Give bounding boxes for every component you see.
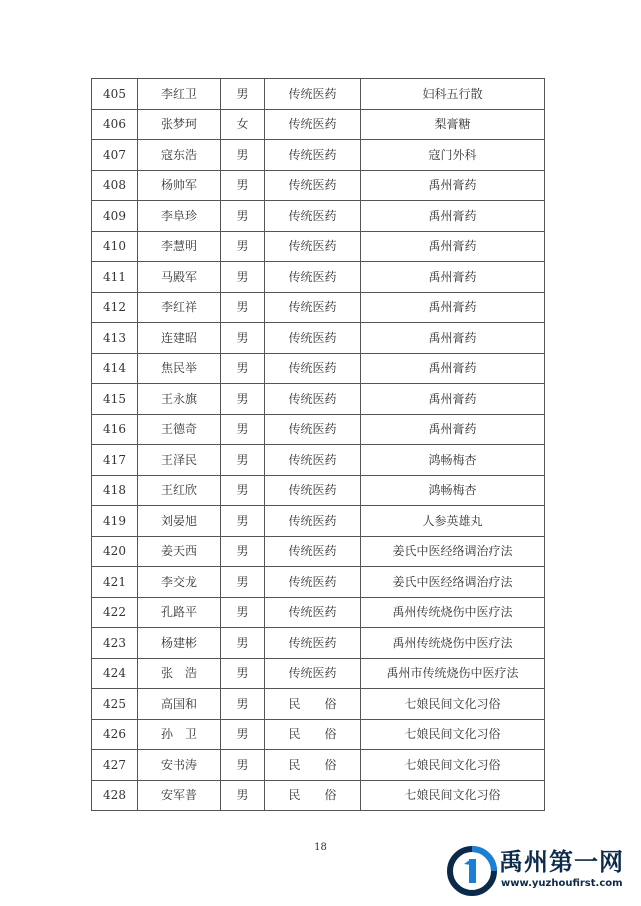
cell-gender: 男 <box>221 506 265 537</box>
cell-number: 412 <box>92 292 138 323</box>
cell-number: 408 <box>92 170 138 201</box>
table-body <box>92 79 545 811</box>
cell-category: 传统医药 <box>265 170 361 201</box>
table-row <box>92 353 545 384</box>
table-row <box>92 719 545 750</box>
cell-name: 连建昭 <box>138 323 221 354</box>
table-row <box>92 170 545 201</box>
table-row <box>92 140 545 171</box>
cell-name: 孔路平 <box>138 597 221 628</box>
cell-gender: 男 <box>221 201 265 232</box>
cell-name: 张 浩 <box>138 658 221 689</box>
cell-name: 高国和 <box>138 689 221 720</box>
cell-project: 七娘民间文化习俗 <box>361 750 545 781</box>
cell-category: 传统医药 <box>265 628 361 659</box>
cell-number: 405 <box>92 79 138 110</box>
cell-project: 鸿畅梅杏 <box>361 445 545 476</box>
cell-category: 传统医药 <box>265 292 361 323</box>
cell-project: 禹州膏药 <box>361 353 545 384</box>
cell-number: 425 <box>92 689 138 720</box>
cell-project: 寇门外科 <box>361 140 545 171</box>
cell-category: 传统医药 <box>265 262 361 293</box>
cell-category: 民 俗 <box>265 780 361 811</box>
cell-gender: 男 <box>221 231 265 262</box>
cell-name: 李红祥 <box>138 292 221 323</box>
cell-gender: 男 <box>221 689 265 720</box>
cell-number: 421 <box>92 567 138 598</box>
logo-url: www.yuzhoufirst.com <box>501 878 623 889</box>
cell-category: 传统医药 <box>265 414 361 445</box>
cell-gender: 男 <box>221 628 265 659</box>
table-row <box>92 780 545 811</box>
cell-project: 梨膏糖 <box>361 109 545 140</box>
table-row <box>92 292 545 323</box>
cell-number: 416 <box>92 414 138 445</box>
table-row <box>92 79 545 110</box>
cell-number: 419 <box>92 506 138 537</box>
cell-number: 415 <box>92 384 138 415</box>
table-row <box>92 536 545 567</box>
cell-name: 李阜珍 <box>138 201 221 232</box>
cell-gender: 男 <box>221 384 265 415</box>
cell-category: 传统医药 <box>265 353 361 384</box>
cell-gender: 男 <box>221 323 265 354</box>
cell-name: 杨帅军 <box>138 170 221 201</box>
table-row <box>92 384 545 415</box>
table-row <box>92 414 545 445</box>
cell-project: 禹州膏药 <box>361 231 545 262</box>
cell-project: 七娘民间文化习俗 <box>361 780 545 811</box>
cell-name: 刘晏旭 <box>138 506 221 537</box>
cell-number: 414 <box>92 353 138 384</box>
cell-name: 焦民举 <box>138 353 221 384</box>
table-row <box>92 689 545 720</box>
cell-project: 禹州膏药 <box>361 170 545 201</box>
page-number: 18 <box>314 842 327 853</box>
cell-category: 传统医药 <box>265 323 361 354</box>
cell-name: 张梦珂 <box>138 109 221 140</box>
table-row <box>92 323 545 354</box>
cell-gender: 男 <box>221 750 265 781</box>
logo-mark-icon <box>447 846 497 896</box>
cell-number: 407 <box>92 140 138 171</box>
cell-gender: 男 <box>221 262 265 293</box>
cell-gender: 男 <box>221 414 265 445</box>
cell-number: 422 <box>92 597 138 628</box>
cell-project: 鸿畅梅杏 <box>361 475 545 506</box>
cell-name: 李红卫 <box>138 79 221 110</box>
cell-gender: 男 <box>221 445 265 476</box>
cell-category: 传统医药 <box>265 445 361 476</box>
cell-project: 禹州膏药 <box>361 292 545 323</box>
cell-gender: 男 <box>221 719 265 750</box>
cell-project: 妇科五行散 <box>361 79 545 110</box>
table-row <box>92 658 545 689</box>
table-row <box>92 628 545 659</box>
cell-project: 禹州膏药 <box>361 384 545 415</box>
table-row <box>92 231 545 262</box>
cell-category: 传统医药 <box>265 201 361 232</box>
cell-gender: 男 <box>221 79 265 110</box>
cell-gender: 男 <box>221 658 265 689</box>
cell-name: 寇东浩 <box>138 140 221 171</box>
cell-number: 417 <box>92 445 138 476</box>
cell-category: 传统医药 <box>265 79 361 110</box>
table-row <box>92 262 545 293</box>
cell-project: 禹州膏药 <box>361 323 545 354</box>
cell-gender: 男 <box>221 536 265 567</box>
cell-gender: 男 <box>221 567 265 598</box>
cell-number: 411 <box>92 262 138 293</box>
cell-number: 406 <box>92 109 138 140</box>
table-row <box>92 597 545 628</box>
cell-gender: 男 <box>221 170 265 201</box>
cell-category: 传统医药 <box>265 384 361 415</box>
cell-category: 传统医药 <box>265 109 361 140</box>
table-row <box>92 109 545 140</box>
heritage-inheritor-table <box>91 78 545 811</box>
cell-category: 传统医药 <box>265 597 361 628</box>
cell-name: 马殿军 <box>138 262 221 293</box>
cell-category: 民 俗 <box>265 689 361 720</box>
cell-category: 传统医药 <box>265 475 361 506</box>
cell-project: 七娘民间文化习俗 <box>361 689 545 720</box>
cell-number: 413 <box>92 323 138 354</box>
table-row <box>92 475 545 506</box>
cell-project: 禹州膏药 <box>361 201 545 232</box>
table-row <box>92 201 545 232</box>
cell-name: 王红欣 <box>138 475 221 506</box>
cell-name: 杨建彬 <box>138 628 221 659</box>
cell-gender: 男 <box>221 292 265 323</box>
cell-category: 传统医药 <box>265 231 361 262</box>
cell-category: 传统医药 <box>265 506 361 537</box>
cell-category: 传统医药 <box>265 140 361 171</box>
cell-name: 安军普 <box>138 780 221 811</box>
cell-gender: 男 <box>221 597 265 628</box>
cell-name: 安书涛 <box>138 750 221 781</box>
cell-number: 409 <box>92 201 138 232</box>
logo-title: 禹州第一网 <box>499 848 624 876</box>
cell-name: 李交龙 <box>138 567 221 598</box>
cell-number: 423 <box>92 628 138 659</box>
table-row <box>92 445 545 476</box>
cell-gender: 男 <box>221 475 265 506</box>
cell-category: 传统医药 <box>265 567 361 598</box>
cell-number: 428 <box>92 780 138 811</box>
cell-category: 传统医药 <box>265 658 361 689</box>
cell-name: 孙 卫 <box>138 719 221 750</box>
cell-project: 禹州传统烧伤中医疗法 <box>361 628 545 659</box>
cell-category: 民 俗 <box>265 750 361 781</box>
cell-project: 姜氏中医经络调治疗法 <box>361 536 545 567</box>
table-row <box>92 567 545 598</box>
cell-name: 王泽民 <box>138 445 221 476</box>
cell-project: 姜氏中医经络调治疗法 <box>361 567 545 598</box>
table-row <box>92 750 545 781</box>
cell-number: 410 <box>92 231 138 262</box>
cell-name: 李慧明 <box>138 231 221 262</box>
cell-gender: 男 <box>221 140 265 171</box>
cell-category: 传统医药 <box>265 536 361 567</box>
cell-gender: 男 <box>221 353 265 384</box>
cell-project: 禹州传统烧伤中医疗法 <box>361 597 545 628</box>
cell-project: 禹州膏药 <box>361 414 545 445</box>
cell-number: 420 <box>92 536 138 567</box>
cell-project: 人参英雄丸 <box>361 506 545 537</box>
cell-project: 七娘民间文化习俗 <box>361 719 545 750</box>
cell-gender: 男 <box>221 780 265 811</box>
cell-name: 王德奇 <box>138 414 221 445</box>
cell-number: 418 <box>92 475 138 506</box>
site-logo-watermark <box>447 846 627 896</box>
table-row <box>92 506 545 537</box>
cell-category: 民 俗 <box>265 719 361 750</box>
cell-name: 王永旗 <box>138 384 221 415</box>
cell-project: 禹州市传统烧伤中医疗法 <box>361 658 545 689</box>
cell-number: 426 <box>92 719 138 750</box>
cell-gender: 女 <box>221 109 265 140</box>
cell-name: 姜天西 <box>138 536 221 567</box>
cell-number: 427 <box>92 750 138 781</box>
cell-project: 禹州膏药 <box>361 262 545 293</box>
cell-number: 424 <box>92 658 138 689</box>
